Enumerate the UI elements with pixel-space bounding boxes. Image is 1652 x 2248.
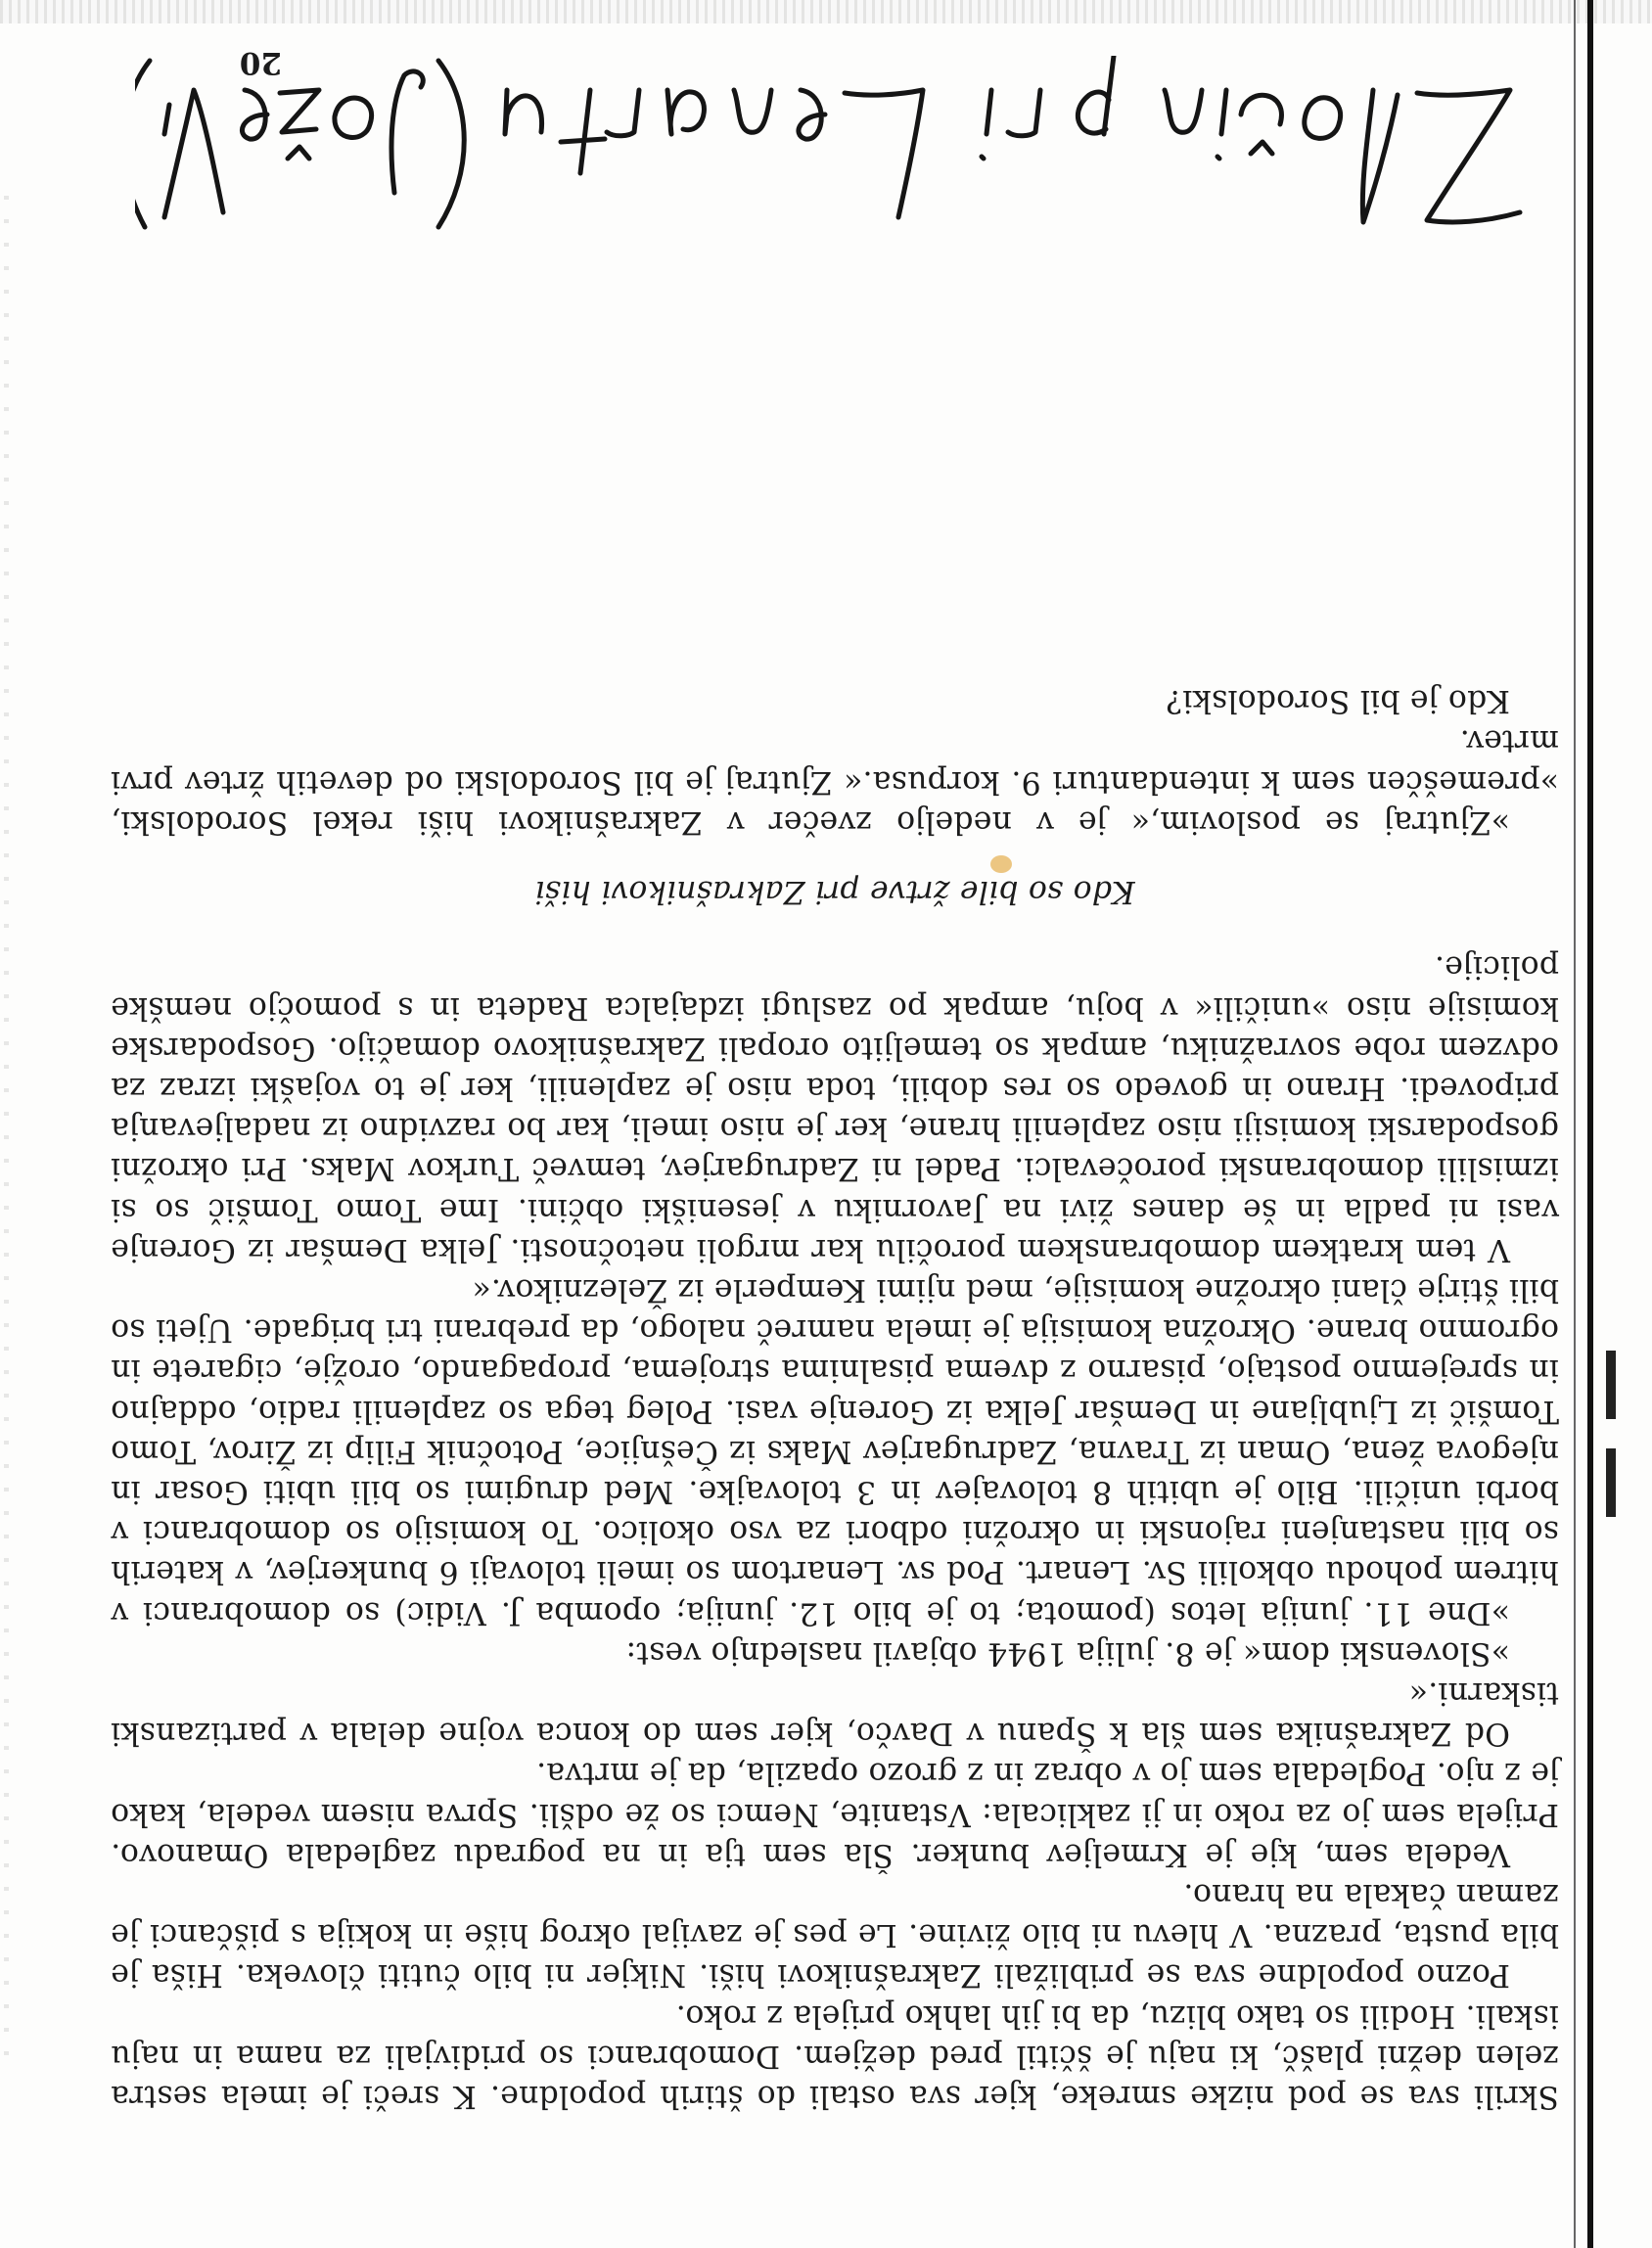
paragraph: Pozno popoldne sva se približali Zakrašnikovi hiši. Nikjer ni bilo čutiti človeka. Hiša je bila pusta, prazna. V hlevu ni bilo živine. Le pes je zavijal okrog hiše in kokija s piščanci je zaman čakala na hrano. xyxy=(111,1876,1559,1994)
paragraph: Od Zakrašnika sem šla k Španu v Davčo, kjer sem do konca vojne delala v partizanski tiskarni.« xyxy=(111,1675,1559,1752)
handwritten-title-drawing xyxy=(135,56,1544,252)
handwritten-title xyxy=(135,56,1544,252)
paragraph: »Slovenski dom« je 8. julija 1944 objavil naslednjo vest: xyxy=(625,1634,1510,1671)
paragraph: Vedela sem, kje je Krmeljev bunker. Šla sem tja in na pogradu zagledala Omanovo. Prijela sem jo za roko in ji zaklicala: Vstanite, Nemci so že odšli. Sprva nisem vedela, kako je z njo. Pogledala sem jo v obraz in z grozo opazila, da je mrtva. xyxy=(111,1756,1559,1872)
paragraph: »Zjutraj se poslovim,« je v nedeljo zvečer v Zakrašnikovi hiši rekel Sorodolski, »premeščen sem k intendanturi 9. korpusa.« Zjutraj je bil Sorodolski od devetih žrtev prvi mrtev. xyxy=(111,723,1559,840)
document-body xyxy=(111,680,1559,2116)
paragraph: »Dne 11. junija letos (pomota; to je bilo 12. junija; opomba J. Vidic) so domobranci v hitrem pohodu obkolili Sv. Lenart. Pod sv. Lenartom so imeli tolovaji 6 bunkerjev, v katerih so bili nastanjeni rajonski in okrožni odbori za vso okolico. To komisijo so domobranci v borbi uničili. Bilo je ubitih 8 tolovajev in 3 tolovajke. Med drugimi so bili ubiti Gosar in njegova žena, Oman iz Travna, Zadrugarjev Maks iz Češnjice, Potočnik Filip iz Žirov, Tomo Tomšič iz Ljubljane in Demšar Jelka iz Gorenje vasi. Poleg tega so zaplenili radio, oddajno in sprejemno postajo, pisarno z dvema pisalnima strojema, propagando, orožje, cigarete in ogromno brane. Okrožna komisija je imela namreč nalogo, da prebrani tri brigade. Ujeti so bili štirje člani okrožne komisije, med njimi Kemperle iz Železnikov.« xyxy=(111,1271,1559,1630)
paragraph: V tem kratkem domobranskem poročilu kar mrgoli netočnosti. Jelka Demšar iz Gorenje vasi ni padla in še danes živi na Javorniku v jeseniški občini. Ime Tomo Tomšič so si izmislili domobranski poročevalci. Padel ni Zadrugarjev, temveč Turkov Maks. Pri okrožni gospodarski komisiji niso zaplenili hrane, ker je niso imeli, kar bo razvidno iz nadaljevanja pripovedi. Hrano in govedo so res dobili, toda niso je zaplenili, ker je to vojaški izraz za odvzem robe sovražniku, ampak so temeljito oropali Zakrašnikovo domačijo. Gospodarske komisije niso »uničili« v boju, ampak po zaslugi izdajalca Radeta in s pomočjo nemške policije. xyxy=(111,949,1559,1267)
section-heading: Kdo so bile žrtve pri Zakrašnikovi hiši xyxy=(534,874,1135,910)
paragraph: Kdo je bil Sorodolski? xyxy=(1166,683,1510,719)
paragraph: Skrili sva se pod nizke smreke, kjer sva ostali do štirih popoldne. K sreči je imela sestra zelen dežni plašč, ki naju je ščitil pred dežjem. Domobranci so pridivjali za nama in naju iskali. Hodili so tako blizu, da bi jih lahko prijela z roko. xyxy=(111,1997,1559,2114)
page-number: 20 xyxy=(239,45,282,80)
